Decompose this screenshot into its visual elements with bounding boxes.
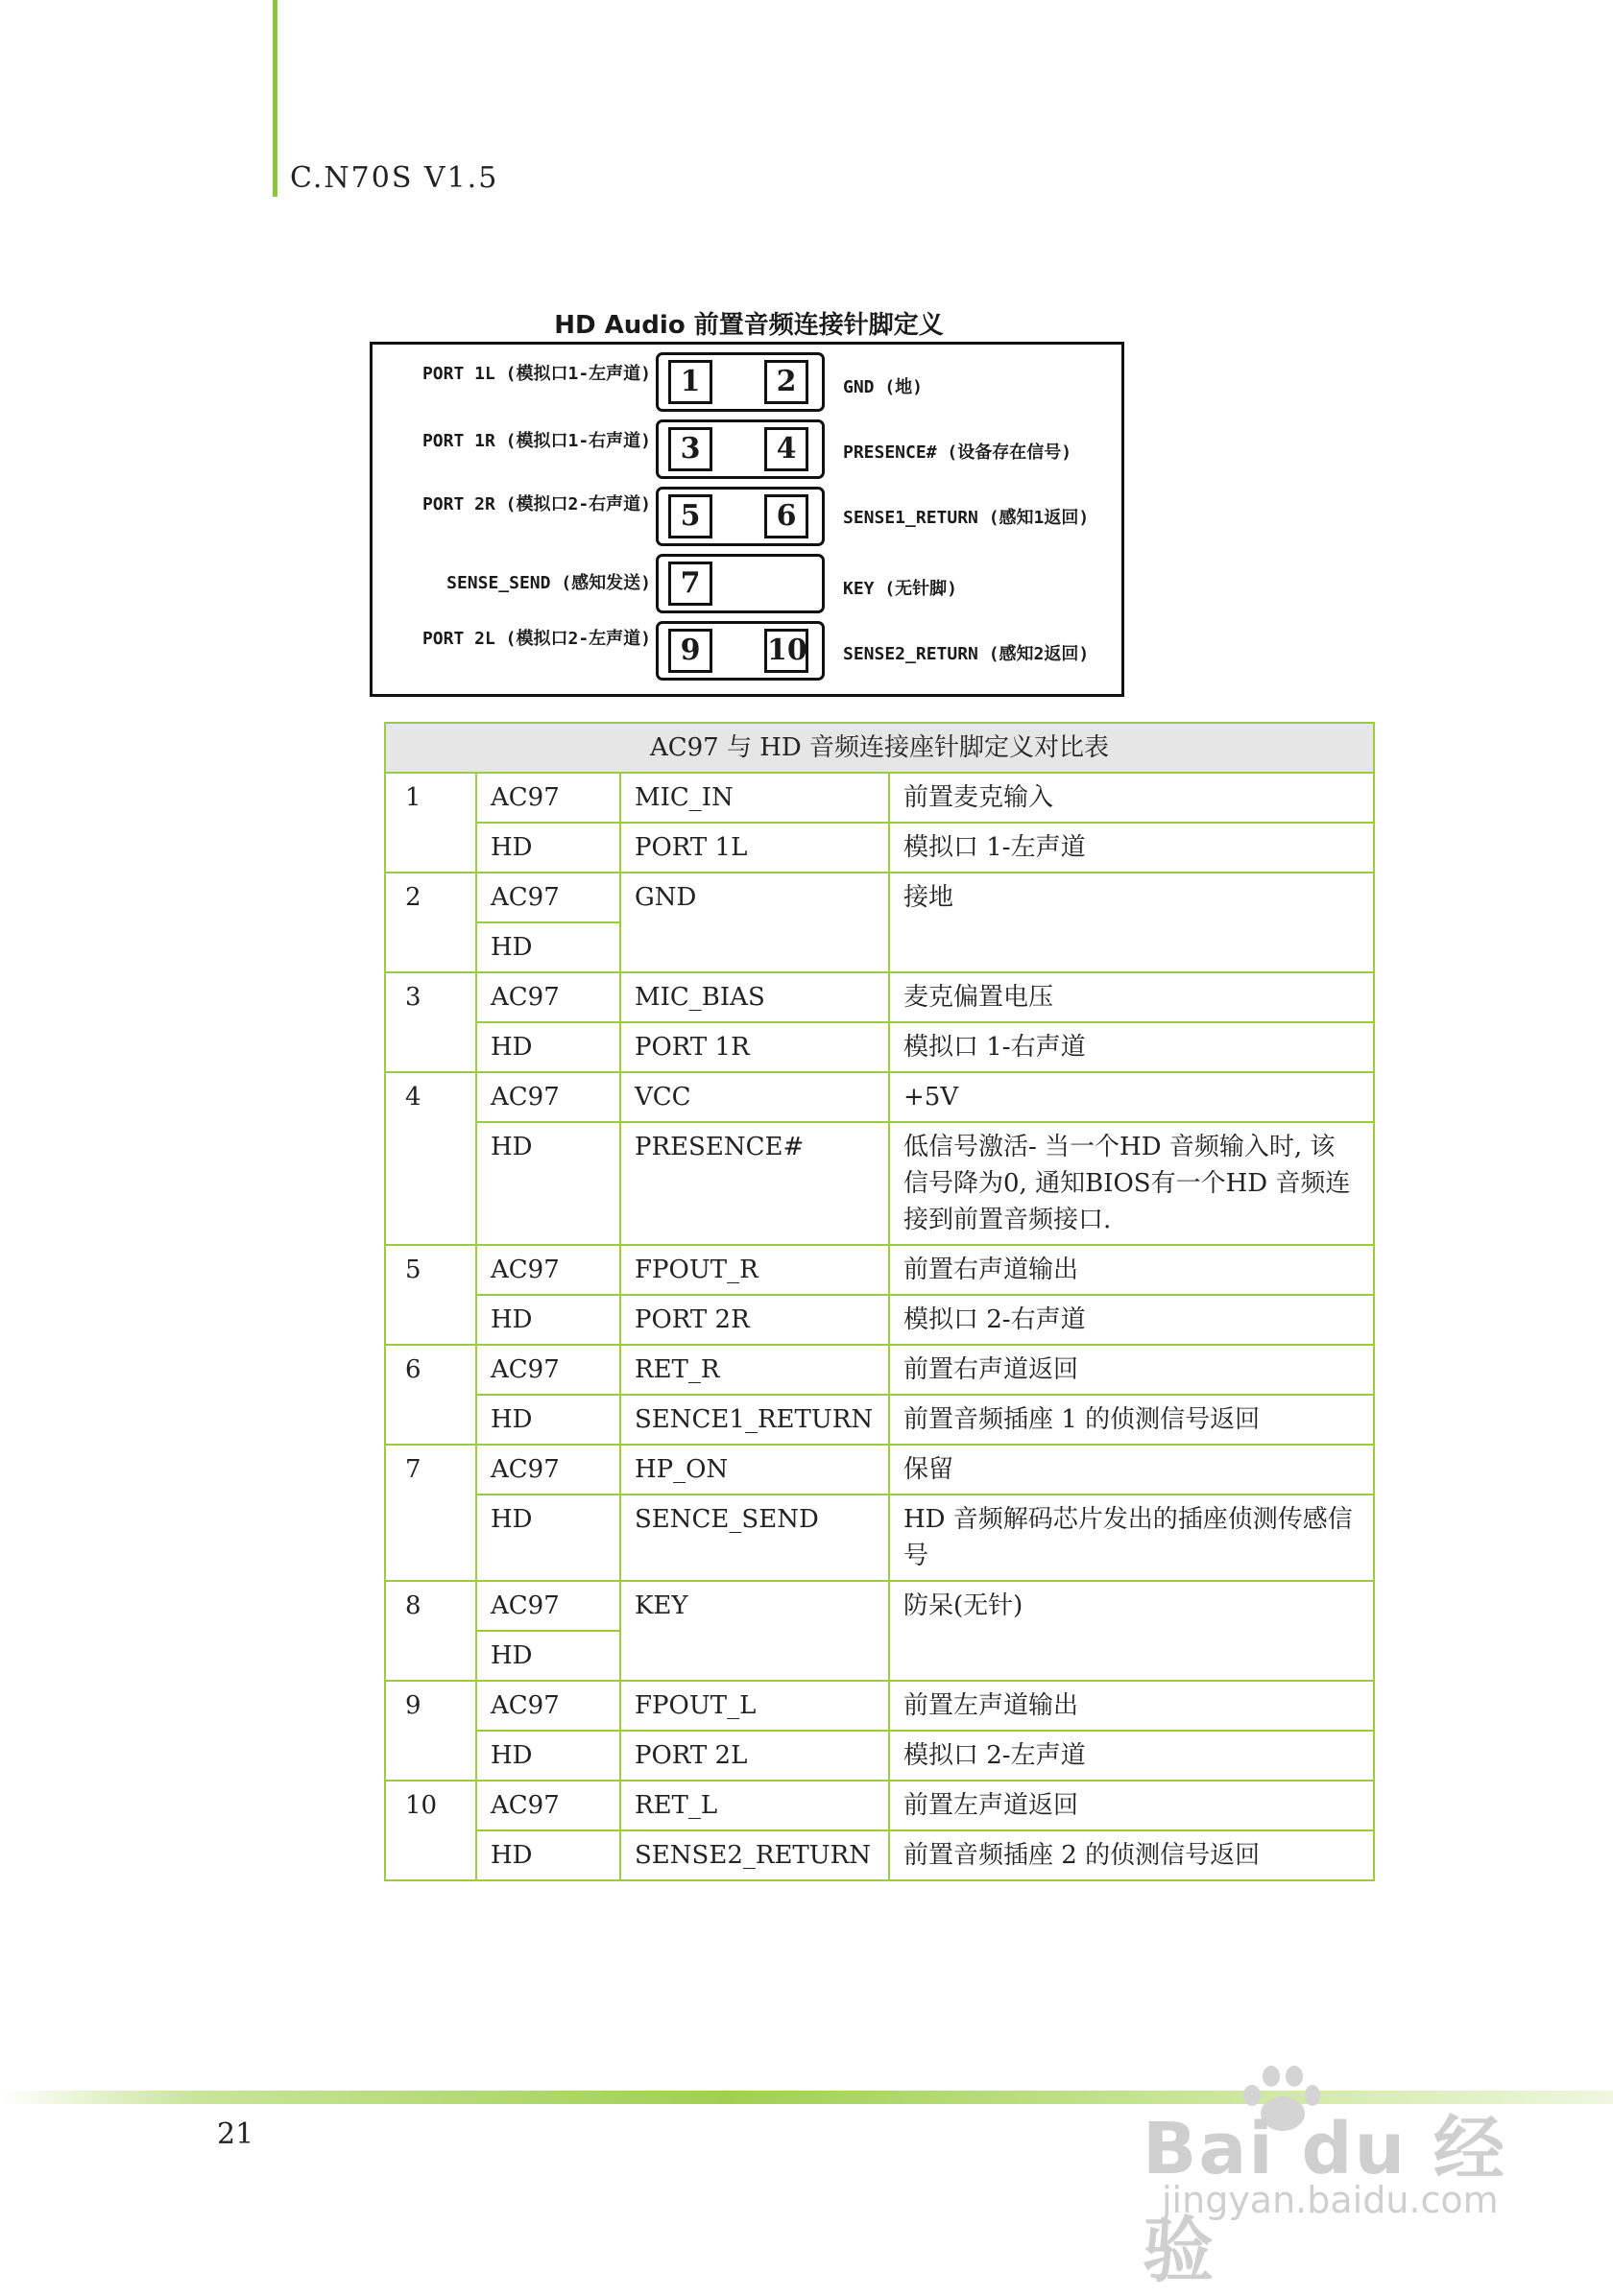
standard-cell: HD (476, 1830, 620, 1880)
standard-cell: HD (476, 1631, 620, 1681)
diagram-frame (370, 342, 1124, 697)
standard-cell: HD (476, 1731, 620, 1781)
table-row (385, 1072, 1374, 1122)
pin-row (656, 352, 825, 412)
description-cell: 模拟口 1-左声道 (889, 823, 1374, 873)
signal-cell: RET_R (620, 1345, 889, 1395)
standard-cell: AC97 (476, 972, 620, 1022)
standard-cell: HD (476, 823, 620, 873)
pin: 1 (668, 360, 712, 404)
signal-cell: FPOUT_R (620, 1245, 889, 1295)
pin-label-right: KEY (无针脚) (843, 579, 958, 599)
standard-cell: AC97 (476, 1781, 620, 1830)
pin-number: 7 (385, 1445, 476, 1581)
description-cell: 前置麦克输入 (889, 773, 1374, 823)
description-cell: 接地 (889, 873, 1374, 972)
table-row (385, 1731, 1374, 1781)
watermark (1143, 2064, 1565, 2292)
signal-cell: PORT 1L (620, 823, 889, 873)
standard-cell: HD (476, 1395, 620, 1445)
pin: 9 (668, 629, 712, 673)
standard-cell: AC97 (476, 1072, 620, 1122)
pin-label-left: SENSE_SEND (感知发送) (446, 573, 651, 593)
standard-cell: HD (476, 1495, 620, 1581)
standard-cell: AC97 (476, 873, 620, 922)
description-cell: 前置左声道输出 (889, 1681, 1374, 1731)
signal-cell: PORT 1R (620, 1022, 889, 1072)
standard-cell: AC97 (476, 773, 620, 823)
description-cell: 前置音频插座 2 的侦测信号返回 (889, 1830, 1374, 1880)
header-accent-bar (273, 0, 277, 197)
table-row (385, 1581, 1374, 1631)
pin-number: 4 (385, 1072, 476, 1245)
signal-cell: PORT 2L (620, 1731, 889, 1781)
description-cell: 防呆(无针) (889, 1581, 1374, 1681)
description-cell: 前置右声道输出 (889, 1245, 1374, 1295)
signal-cell: VCC (620, 1072, 889, 1122)
table-row (385, 972, 1374, 1022)
description-cell: 低信号激活- 当一个HD 音频输入时, 该信号降为0, 通知BIOS有一个HD 音频连接到前置音频接口. (889, 1122, 1374, 1245)
table-row (385, 873, 1374, 922)
pin-number: 5 (385, 1245, 476, 1345)
pin: 4 (764, 427, 808, 471)
pin-label-left: PORT 2R (模拟口2-右声道) (421, 494, 651, 514)
table-row (385, 1395, 1374, 1445)
pin: 6 (764, 494, 808, 538)
pin: 2 (764, 360, 808, 404)
pin-number: 3 (385, 972, 476, 1072)
standard-cell: AC97 (476, 1445, 620, 1495)
standard-cell: AC97 (476, 1345, 620, 1395)
pin-diagram (370, 305, 1128, 699)
description-cell: 麦克偏置电压 (889, 972, 1374, 1022)
table-row (385, 773, 1374, 823)
standard-cell: AC97 (476, 1581, 620, 1631)
pin-label-left: PORT 2L (模拟口2-左声道) (421, 629, 651, 649)
signal-cell: GND (620, 873, 889, 972)
table-row (385, 1445, 1374, 1495)
pin-number: 6 (385, 1345, 476, 1445)
signal-cell: PORT 2R (620, 1295, 889, 1345)
table-row (385, 1022, 1374, 1072)
pin-number: 2 (385, 873, 476, 972)
description-cell: +5V (889, 1072, 1374, 1122)
description-cell: 保留 (889, 1445, 1374, 1495)
standard-cell: AC97 (476, 1681, 620, 1731)
pin-label-right: PRESENCE# (设备存在信号) (843, 442, 1072, 463)
pin-row (656, 621, 825, 681)
pin: 10 (764, 629, 808, 673)
table-row (385, 1830, 1374, 1880)
table-row (385, 823, 1374, 873)
signal-cell: PRESENCE# (620, 1122, 889, 1245)
diagram-title: HD Audio 前置音频连接针脚定义 (554, 311, 944, 340)
signal-cell: MIC_IN (620, 773, 889, 823)
pin-row (656, 487, 825, 546)
pin: 5 (668, 494, 712, 538)
pin-label-left: PORT 1R (模拟口1-右声道) (421, 431, 651, 451)
signal-cell: SENCE_SEND (620, 1495, 889, 1581)
table-row (385, 1781, 1374, 1830)
pin: 7 (668, 562, 712, 606)
pin-row (656, 554, 825, 613)
pin-label-left: PORT 1L (模拟口1-左声道) (421, 364, 651, 384)
signal-cell: HP_ON (620, 1445, 889, 1495)
table-header-row (385, 723, 1374, 773)
description-cell: HD 音频解码芯片发出的插座侦测传感信号 (889, 1495, 1374, 1581)
table-row (385, 1245, 1374, 1295)
pin-label-right: SENSE1_RETURN (感知1返回) (843, 508, 1090, 528)
signal-cell: SENSE2_RETURN (620, 1830, 889, 1880)
table-row (385, 1681, 1374, 1731)
signal-cell: RET_L (620, 1781, 889, 1830)
pin-number: 1 (385, 773, 476, 873)
pin-number: 9 (385, 1681, 476, 1781)
pin-row (656, 419, 825, 479)
standard-cell: HD (476, 1295, 620, 1345)
table-row (385, 1295, 1374, 1345)
description-cell: 前置音频插座 1 的侦测信号返回 (889, 1395, 1374, 1445)
table-row (385, 1495, 1374, 1581)
page-number: 21 (217, 2117, 254, 2151)
pin-comparison-table (384, 722, 1375, 1881)
standard-cell: HD (476, 1022, 620, 1072)
description-cell: 模拟口 2-右声道 (889, 1295, 1374, 1345)
standard-cell: AC97 (476, 1245, 620, 1295)
standard-cell: HD (476, 922, 620, 972)
signal-cell: SENCE1_RETURN (620, 1395, 889, 1445)
description-cell: 模拟口 2-左声道 (889, 1731, 1374, 1781)
signal-cell: FPOUT_L (620, 1681, 889, 1731)
watermark-logo-text: Bai du 经验 (1143, 2108, 1506, 2292)
table-title: AC97 与 HD 音频连接座针脚定义对比表 (385, 723, 1374, 773)
document-id: C.N70S V1.5 (290, 161, 499, 195)
description-cell: 前置左声道返回 (889, 1781, 1374, 1830)
watermark-url: jingyan.baidu.com (1162, 2179, 1499, 2221)
pin: 3 (668, 427, 712, 471)
signal-cell: KEY (620, 1581, 889, 1681)
standard-cell: HD (476, 1122, 620, 1245)
description-cell: 前置右声道返回 (889, 1345, 1374, 1395)
pin-number: 8 (385, 1581, 476, 1681)
pin-number: 10 (385, 1781, 476, 1880)
pin-label-right: SENSE2_RETURN (感知2返回) (843, 644, 1090, 664)
signal-cell: MIC_BIAS (620, 972, 889, 1022)
description-cell: 模拟口 1-右声道 (889, 1022, 1374, 1072)
table-row (385, 1345, 1374, 1395)
table-row (385, 1122, 1374, 1245)
pin-label-right: GND (地) (843, 377, 924, 397)
